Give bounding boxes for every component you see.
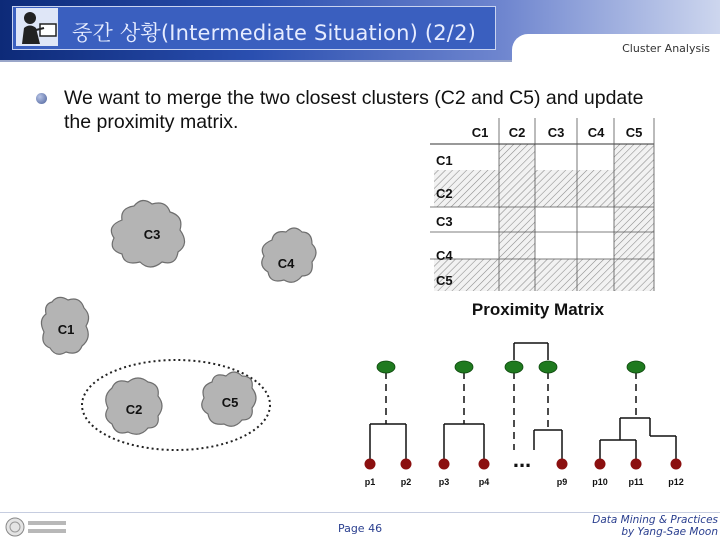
leaf-node [595, 459, 606, 470]
cluster-c2-label: C2 [125, 402, 143, 417]
slide-title: 중간 상황(Intermediate Situation) (2/2) [72, 21, 477, 45]
university-logo [4, 516, 70, 538]
leaf-label: p10 [592, 477, 608, 487]
matrix-col-c2-highlight [499, 144, 535, 291]
cluster-node [377, 361, 395, 373]
leaf-node [557, 459, 568, 470]
footer-divider [0, 512, 720, 513]
cluster-c4-label: C4 [277, 256, 295, 271]
matrix-col-header: C3 [547, 125, 565, 140]
matrix-row-header: C1 [436, 153, 453, 168]
matrix-col-header: C1 [471, 125, 489, 140]
leaf-labels [365, 477, 684, 487]
section-label: Cluster Analysis [622, 42, 710, 55]
cluster-c3-label: C3 [143, 227, 161, 242]
matrix-col-header: C4 [587, 125, 605, 140]
leaf-node [439, 459, 450, 470]
matrix-col-c5-highlight [614, 144, 654, 291]
credit-course: Data Mining & Practices [592, 514, 718, 526]
cluster-node [455, 361, 473, 373]
leaf-node [479, 459, 490, 470]
leaf-node [365, 459, 376, 470]
cluster-node [627, 361, 645, 373]
leaf-node [401, 459, 412, 470]
leaf-label: p2 [400, 477, 412, 487]
dendrogram [370, 343, 676, 462]
credit [592, 514, 718, 538]
cluster-node [505, 361, 523, 373]
cluster-c1-label: C1 [57, 322, 75, 337]
leaf-label: p11 [628, 477, 644, 487]
leaf-label: p12 [668, 477, 684, 487]
leaf-label: p4 [478, 477, 490, 487]
matrix-title: Proximity Matrix [471, 300, 605, 319]
matrix-row-header: C2 [436, 186, 453, 201]
leaf-label: p9 [556, 477, 568, 487]
leaf-node [671, 459, 682, 470]
leaf-label: p1 [364, 477, 376, 487]
cluster-node [539, 361, 557, 373]
cluster-c5-label: C5 [221, 395, 239, 410]
matrix-row-header: C4 [436, 248, 453, 263]
bullet-text: We want to merge the two closest clusters (C2 and C5) and update the proximity matrix. [64, 87, 644, 133]
credit-author: by Yang-Sae Moon [621, 526, 718, 538]
dendrogram-ellipsis: ... [512, 447, 532, 472]
dendrogram-root-nodes [377, 361, 645, 373]
page-number: Page 46 [337, 522, 383, 535]
proximity-matrix [430, 118, 654, 319]
matrix-col-header: C2 [508, 125, 526, 140]
matrix-col-header: C5 [625, 125, 643, 140]
matrix-row-header: C3 [436, 214, 453, 229]
leaf-node [631, 459, 642, 470]
matrix-row-header: C5 [436, 273, 453, 288]
leaf-label: p3 [438, 477, 450, 487]
